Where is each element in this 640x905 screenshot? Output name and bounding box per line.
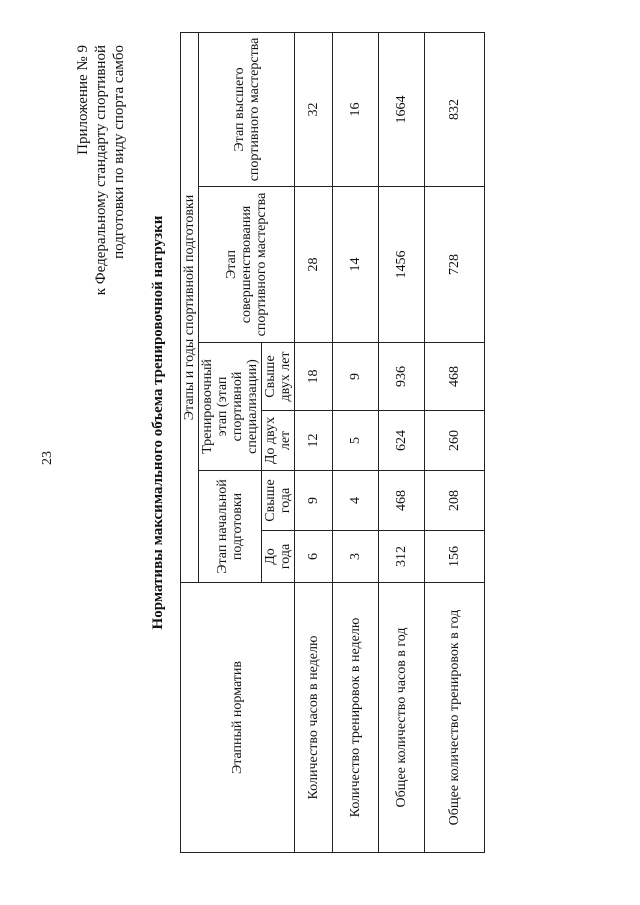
table-cell: 32 <box>295 32 333 186</box>
table-row <box>425 32 485 852</box>
header-stage-improvement: Этап совершенствования спортивного мастерства <box>199 187 295 343</box>
table-cell: 4 <box>333 471 379 531</box>
header-sub-over-year: Свыше года <box>262 471 295 531</box>
table-cell: 728 <box>425 187 485 343</box>
table-cell: 260 <box>425 411 485 471</box>
table-cell: 12 <box>295 411 333 471</box>
table-cell: 936 <box>379 343 425 411</box>
appendix-line-3: подготовки по виду спорта самбо <box>111 45 127 259</box>
row-label: Общее количество тренировок в год <box>425 583 485 853</box>
norms-table <box>180 32 485 853</box>
table-cell: 832 <box>425 32 485 186</box>
page-title <box>150 0 167 905</box>
table-cell: 3 <box>333 531 379 583</box>
table-cell: 312 <box>379 531 425 583</box>
header-sub-up-to-two: До двух лет <box>262 411 295 471</box>
table-cell: 9 <box>333 343 379 411</box>
appendix-block <box>74 45 128 295</box>
table-cell: 5 <box>333 411 379 471</box>
row-label: Общее количество часов в год <box>379 583 425 853</box>
table-cell: 18 <box>295 343 333 411</box>
row-label: Количество тренировок в неделю <box>333 583 379 853</box>
table-cell: 28 <box>295 187 333 343</box>
table-cell: 6 <box>295 531 333 583</box>
header-sub-over-two: Свыше двух лет <box>262 343 295 411</box>
table-row <box>295 32 333 852</box>
header-norm: Этапный норматив <box>181 583 295 853</box>
header-stage-initial: Этап начальной подготовки <box>199 471 262 583</box>
page-title-text: Нормативы максимального объема тренировочной нагрузки <box>150 215 166 630</box>
table-cell: 14 <box>333 187 379 343</box>
row-label: Количество часов в неделю <box>295 583 333 853</box>
header-stages: Этапы и годы спортивной подготовки <box>181 32 199 582</box>
table-cell: 1456 <box>379 187 425 343</box>
appendix-line-1: Приложение № 9 <box>75 45 91 155</box>
table-row <box>379 32 425 852</box>
table-cell: 9 <box>295 471 333 531</box>
table-row <box>333 32 379 852</box>
table-cell: 468 <box>425 343 485 411</box>
table-cell: 624 <box>379 411 425 471</box>
table-cell: 1664 <box>379 32 425 186</box>
table-cell: 156 <box>425 531 485 583</box>
page-number: 23 <box>40 451 55 465</box>
header-stage-training: Тренировочный этап (этап спортивной специализации) <box>199 343 262 471</box>
header-sub-up-to-year: До года <box>262 531 295 583</box>
table-cell: 208 <box>425 471 485 531</box>
appendix-line-2: к Федеральному стандарту спортивной <box>93 45 109 296</box>
table-cell: 16 <box>333 32 379 186</box>
table-cell: 468 <box>379 471 425 531</box>
header-stage-higher: Этап высшего спортивного мастерства <box>199 32 295 186</box>
